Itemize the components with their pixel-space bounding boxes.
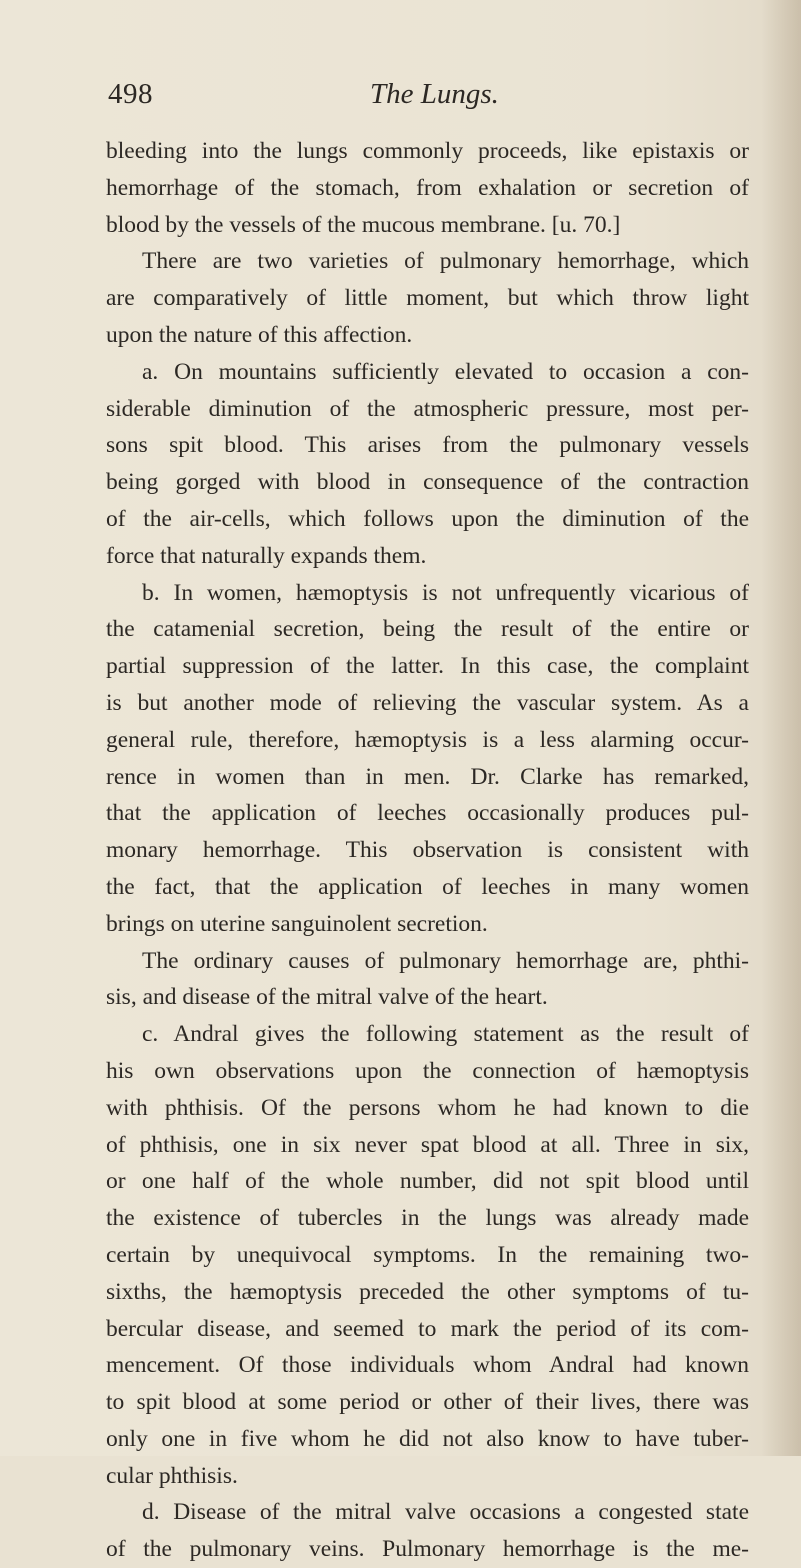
text-line: or one half of the whole number, did not spit blood until bbox=[106, 1168, 749, 1195]
text-line: siderable diminution of the atmospheric pressure, most per- bbox=[106, 395, 749, 422]
page-number: 498 bbox=[108, 78, 153, 110]
text-line: general rule, therefore, hæmoptysis is a less alarming occur- bbox=[106, 726, 749, 753]
text-line: brings on uterine sanguinolent secretion. bbox=[106, 910, 488, 937]
text-line: There are two varieties of pulmonary hemorrhage, which bbox=[142, 248, 749, 275]
text-line: partial suppression of the latter. In this case, the complaint bbox=[106, 653, 749, 680]
text-line: sis, and disease of the mitral valve of the heart. bbox=[106, 984, 548, 1011]
text-line: the catamenial secretion, being the result of the entire or bbox=[106, 616, 749, 643]
text-line: blood by the vessels of the mucous membrane. [u. 70.] bbox=[106, 211, 621, 238]
page-edge-shadow bbox=[761, 0, 801, 1456]
text-line: to spit blood at some period or other of their lives, there was bbox=[106, 1389, 749, 1416]
text-line: of phthisis, one in six never spat blood at all. Three in six, bbox=[106, 1131, 749, 1158]
text-line: only one in five whom he did not also know to have tuber- bbox=[106, 1425, 749, 1452]
page-header bbox=[108, 78, 748, 118]
running-title: The Lungs. bbox=[370, 78, 499, 110]
text-line: are comparatively of little moment, but which throw light bbox=[106, 285, 749, 312]
text-line: b. In women, hæmoptysis is not unfrequently vicarious of bbox=[142, 579, 749, 606]
text-line: cular phthisis. bbox=[106, 1462, 238, 1489]
text-line: force that naturally expands them. bbox=[106, 542, 427, 569]
text-line: bercular disease, and seemed to mark the period of its com- bbox=[106, 1315, 749, 1342]
text-line: monary hemorrhage. This observation is consistent with bbox=[106, 837, 749, 864]
text-line: sons spit blood. This arises from the pulmonary vessels bbox=[106, 432, 749, 459]
text-line: certain by unequivocal symptoms. In the remaining two- bbox=[106, 1241, 749, 1268]
text-line: bleeding into the lungs commonly proceeds, like epistaxis or bbox=[106, 138, 749, 164]
text-line: of the air-cells, which follows upon the diminution of the bbox=[106, 505, 749, 532]
text-line: with phthisis. Of the persons whom he had known to die bbox=[106, 1094, 749, 1121]
text-line: the existence of tubercles in the lungs was already made bbox=[106, 1205, 749, 1232]
text-line: c. Andral gives the following statement as the result of bbox=[142, 1021, 749, 1048]
text-line: mencement. Of those individuals whom Andral had known bbox=[106, 1352, 749, 1379]
text-line: that the application of leeches occasionally produces pul- bbox=[106, 800, 749, 827]
text-line: d. Disease of the mitral valve occasions a congested state bbox=[142, 1499, 749, 1526]
text-line: hemorrhage of the stomach, from exhalation or secretion of bbox=[106, 174, 749, 201]
text-line: the fact, that the application of leeches in many women bbox=[106, 873, 749, 900]
text-line: his own observations upon the connection of hæmoptysis bbox=[106, 1057, 749, 1084]
text-line: The ordinary causes of pulmonary hemorrhage are, phthi- bbox=[142, 947, 749, 974]
text-line: rence in women than in men. Dr. Clarke has remarked, bbox=[106, 763, 749, 790]
text-line: being gorged with blood in consequence of the contraction bbox=[106, 469, 749, 496]
text-line: is but another mode of relieving the vascular system. As a bbox=[106, 689, 749, 716]
text-line: upon the nature of this affection. bbox=[106, 321, 413, 348]
text-line: sixths, the hæmoptysis preceded the other symptoms of tu- bbox=[106, 1278, 749, 1305]
text-line: of the pulmonary veins. Pulmonary hemorrhage is the me- bbox=[106, 1536, 749, 1563]
text-line: a. On mountains sufficiently elevated to occasion a con- bbox=[142, 358, 749, 385]
body-text bbox=[106, 133, 749, 1568]
